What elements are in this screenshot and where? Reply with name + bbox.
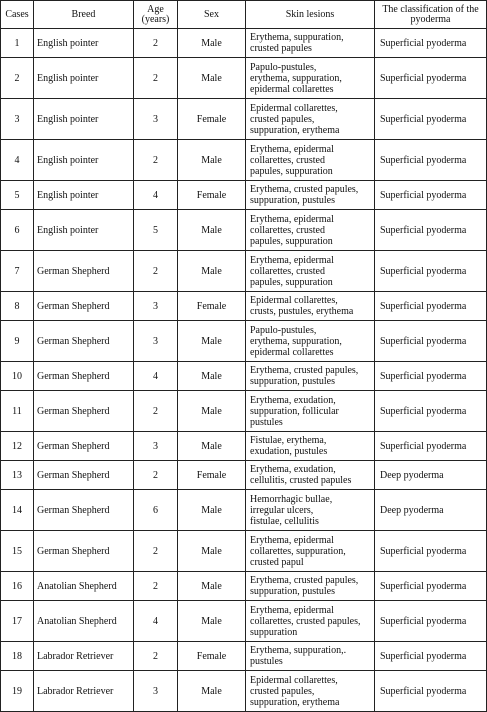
cell-age: 3	[134, 432, 178, 461]
cell-breed: German Shepherd	[34, 432, 134, 461]
cell-sex: Male	[178, 572, 246, 601]
cell-classification: Deep pyoderma	[375, 490, 487, 531]
table-row	[1, 99, 487, 140]
cell-skin-lesions: Erythema, suppuration,. pustules	[246, 642, 375, 671]
cell-age: 2	[134, 140, 178, 181]
header-sex: Sex	[178, 1, 246, 29]
cell-breed: English pointer	[34, 210, 134, 251]
cell-age: 2	[134, 531, 178, 572]
cell-sex: Male	[178, 490, 246, 531]
cell-classification: Superficial pyoderma	[375, 29, 487, 58]
cell-skin-lesions: Papulo-pustules, erythema, suppuration, epidermal collarettes	[246, 321, 375, 362]
table-row	[1, 391, 487, 432]
cell-classification: Superficial pyoderma	[375, 362, 487, 391]
cell-age: 4	[134, 362, 178, 391]
cell-skin-lesions: Erythema, crusted papules, suppuration, pustules	[246, 181, 375, 210]
cell-case: 4	[1, 140, 34, 181]
cell-sex: Male	[178, 29, 246, 58]
cell-classification: Deep pyoderma	[375, 461, 487, 490]
cell-sex: Female	[178, 642, 246, 671]
cell-case: 12	[1, 432, 34, 461]
cell-sex: Male	[178, 58, 246, 99]
table-row	[1, 432, 487, 461]
cell-classification: Superficial pyoderma	[375, 251, 487, 292]
cell-breed: Anatolian Shepherd	[34, 601, 134, 642]
table-row	[1, 362, 487, 391]
cell-sex: Male	[178, 601, 246, 642]
cell-case: 13	[1, 461, 34, 490]
table-row	[1, 58, 487, 99]
cell-case: 3	[1, 99, 34, 140]
cell-age: 2	[134, 29, 178, 58]
cell-age: 2	[134, 58, 178, 99]
cell-skin-lesions: Erythema, epidermal collarettes, crusted papules, suppuration	[246, 140, 375, 181]
table-row	[1, 210, 487, 251]
cell-sex: Male	[178, 210, 246, 251]
cell-classification: Superficial pyoderma	[375, 58, 487, 99]
cell-breed: English pointer	[34, 140, 134, 181]
cell-case: 14	[1, 490, 34, 531]
cell-age: 4	[134, 601, 178, 642]
cell-classification: Superficial pyoderma	[375, 321, 487, 362]
table-row	[1, 321, 487, 362]
cell-age: 5	[134, 210, 178, 251]
cell-case: 16	[1, 572, 34, 601]
table-row	[1, 531, 487, 572]
cell-age: 3	[134, 292, 178, 321]
table-row	[1, 461, 487, 490]
cell-sex: Male	[178, 321, 246, 362]
cell-case: 9	[1, 321, 34, 362]
cell-classification: Superficial pyoderma	[375, 531, 487, 572]
table-row	[1, 29, 487, 58]
cell-sex: Male	[178, 140, 246, 181]
cell-case: 11	[1, 391, 34, 432]
cell-classification: Superficial pyoderma	[375, 601, 487, 642]
cell-skin-lesions: Epidermal collarettes, crusted papules, suppuration, erythema	[246, 671, 375, 712]
cell-sex: Female	[178, 99, 246, 140]
cell-sex: Female	[178, 461, 246, 490]
cell-age: 2	[134, 251, 178, 292]
cell-skin-lesions: Erythema, epidermal collarettes, crusted papules, suppuration	[246, 251, 375, 292]
cell-breed: Labrador Retriever	[34, 642, 134, 671]
cell-case: 8	[1, 292, 34, 321]
cell-classification: Superficial pyoderma	[375, 99, 487, 140]
cell-classification: Superficial pyoderma	[375, 391, 487, 432]
header-skin-lesions: Skin lesions	[246, 1, 375, 29]
table-header	[1, 1, 487, 29]
cell-case: 17	[1, 601, 34, 642]
cell-breed: German Shepherd	[34, 321, 134, 362]
cell-breed: English pointer	[34, 99, 134, 140]
cell-case: 19	[1, 671, 34, 712]
cell-breed: German Shepherd	[34, 391, 134, 432]
cell-age: 4	[134, 181, 178, 210]
cell-case: 2	[1, 58, 34, 99]
cell-skin-lesions: Erythema, exudation, suppuration, follicular pustules	[246, 391, 375, 432]
cell-case: 6	[1, 210, 34, 251]
cell-skin-lesions: Erythema, crusted papules, suppuration, pustules	[246, 572, 375, 601]
cell-skin-lesions: Fistulae, erythema, exudation, pustules	[246, 432, 375, 461]
cell-skin-lesions: Epidermal collarettes, crusts, pustules, erythema	[246, 292, 375, 321]
cell-case: 7	[1, 251, 34, 292]
cell-age: 3	[134, 671, 178, 712]
cell-classification: Superficial pyoderma	[375, 432, 487, 461]
cell-skin-lesions: Erythema, exudation, cellulitis, crusted papules	[246, 461, 375, 490]
cell-classification: Superficial pyoderma	[375, 181, 487, 210]
table-row	[1, 671, 487, 712]
table-row	[1, 251, 487, 292]
header-age: Age (years)	[134, 1, 178, 29]
cell-age: 6	[134, 490, 178, 531]
cell-age: 3	[134, 99, 178, 140]
cell-breed: English pointer	[34, 29, 134, 58]
cell-classification: Superficial pyoderma	[375, 642, 487, 671]
cell-case: 1	[1, 29, 34, 58]
cell-skin-lesions: Erythema, epidermal collarettes, suppuration, crusted papul	[246, 531, 375, 572]
table-row	[1, 601, 487, 642]
cell-case: 10	[1, 362, 34, 391]
cell-case: 5	[1, 181, 34, 210]
cell-classification: Superficial pyoderma	[375, 671, 487, 712]
cell-classification: Superficial pyoderma	[375, 140, 487, 181]
cell-breed: English pointer	[34, 58, 134, 99]
cell-sex: Male	[178, 671, 246, 712]
cell-sex: Female	[178, 292, 246, 321]
cell-breed: German Shepherd	[34, 362, 134, 391]
cell-breed: German Shepherd	[34, 490, 134, 531]
cell-skin-lesions: Papulo-pustules, erythema, suppuration, epidermal collarettes	[246, 58, 375, 99]
cell-sex: Male	[178, 432, 246, 461]
cell-skin-lesions: Erythema, epidermal collarettes, crusted papules, suppuration	[246, 601, 375, 642]
table-row	[1, 572, 487, 601]
cell-case: 15	[1, 531, 34, 572]
cell-sex: Male	[178, 531, 246, 572]
cell-sex: Male	[178, 251, 246, 292]
cell-breed: Labrador Retriever	[34, 671, 134, 712]
cell-classification: Superficial pyoderma	[375, 292, 487, 321]
cell-breed: German Shepherd	[34, 461, 134, 490]
header-cases: Cases	[1, 1, 34, 29]
cell-age: 2	[134, 461, 178, 490]
table-row	[1, 490, 487, 531]
header-row	[1, 1, 487, 29]
cell-classification: Superficial pyoderma	[375, 572, 487, 601]
cell-sex: Male	[178, 362, 246, 391]
table-row	[1, 140, 487, 181]
cell-breed: German Shepherd	[34, 292, 134, 321]
cell-breed: English pointer	[34, 181, 134, 210]
cell-skin-lesions: Epidermal collarettes, crusted papules, suppuration, erythema	[246, 99, 375, 140]
table-body	[1, 29, 487, 712]
cell-skin-lesions: Erythema, epidermal collarettes, crusted papules, suppuration	[246, 210, 375, 251]
cell-skin-lesions: Erythema, suppuration, crusted papules	[246, 29, 375, 58]
cell-age: 2	[134, 391, 178, 432]
cell-breed: German Shepherd	[34, 531, 134, 572]
cell-age: 2	[134, 642, 178, 671]
cell-skin-lesions: Erythema, crusted papules, suppuration, pustules	[246, 362, 375, 391]
cell-sex: Female	[178, 181, 246, 210]
cell-skin-lesions: Hemorrhagic bullae, irregular ulcers, fistulae, cellulitis	[246, 490, 375, 531]
cell-age: 2	[134, 572, 178, 601]
cell-classification: Superficial pyoderma	[375, 210, 487, 251]
header-classification: The classification of the pyoderma	[375, 1, 487, 29]
table-row	[1, 181, 487, 210]
header-breed: Breed	[34, 1, 134, 29]
table-row	[1, 642, 487, 671]
cell-sex: Male	[178, 391, 246, 432]
cell-case: 18	[1, 642, 34, 671]
cell-breed: German Shepherd	[34, 251, 134, 292]
cell-breed: Anatolian Shepherd	[34, 572, 134, 601]
cell-age: 3	[134, 321, 178, 362]
table-row	[1, 292, 487, 321]
